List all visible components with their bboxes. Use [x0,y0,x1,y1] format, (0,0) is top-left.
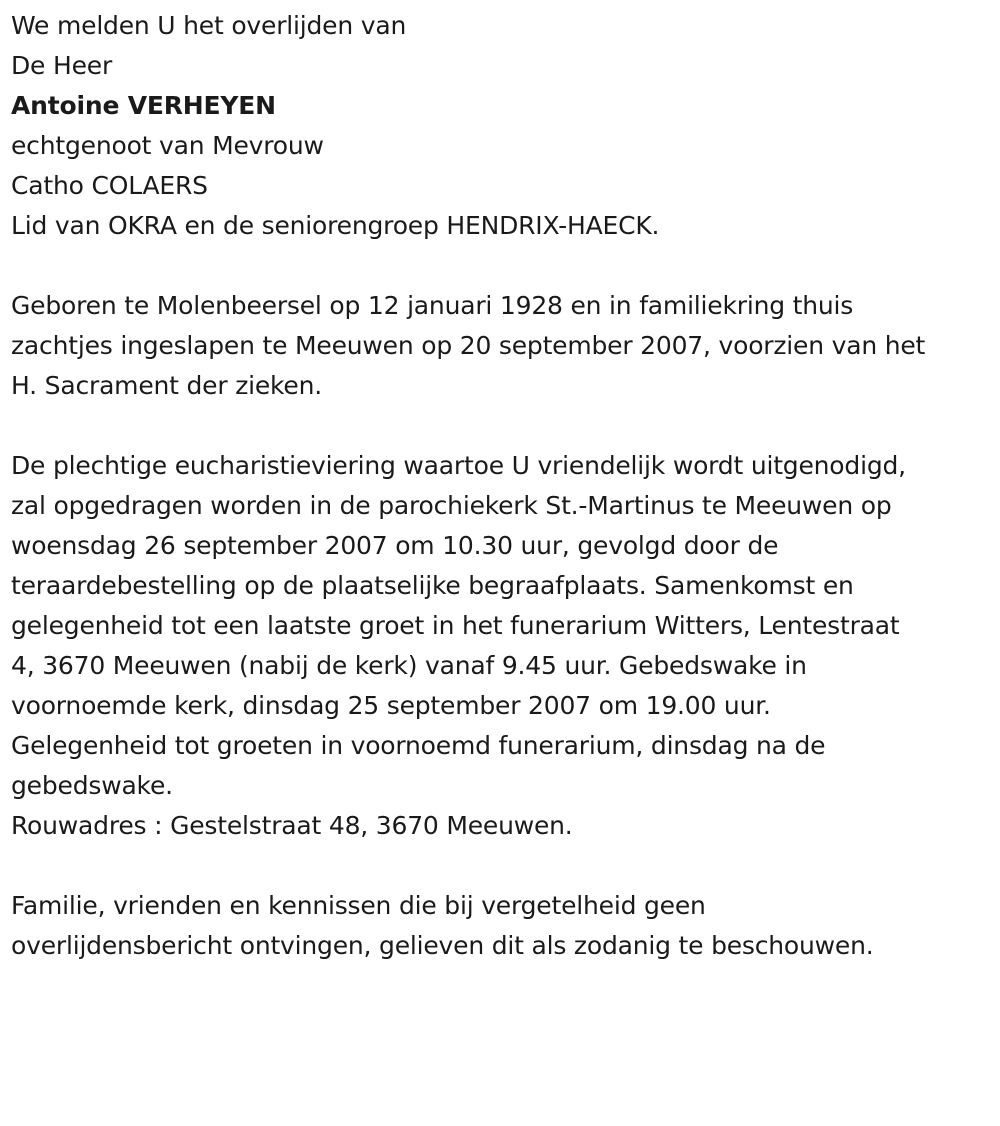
closing-paragraph [11,886,993,966]
deceased-name: Antoine VERHEYEN [11,91,276,120]
ceremony-paragraph [11,446,993,806]
ceremony-line: woensdag 26 september 2007 om 10.30 uur, gevolgd door de [11,531,779,560]
intro-text: We melden U het overlijden van [11,11,407,40]
ceremony-line: De plechtige eucharistieviering waartoe U vriendelijk wordt uitgenodigd, [11,451,906,480]
ceremony-line: Gelegenheid tot groeten in voornoemd funerarium, dinsdag na de [11,731,826,760]
birth-line: H. Sacrament der zieken. [11,371,322,400]
ceremony-line: 4, 3670 Meeuwen (nabij de kerk) vanaf 9.45 uur. Gebedswake in [11,651,807,680]
closing-line: overlijdensbericht ontvingen, gelieven dit als zodanig te beschouwen. [11,931,874,960]
ceremony-line: teraardebestelling op de plaatselijke begraafplaats. Samenkomst en [11,571,854,600]
membership-text: Lid van OKRA en de seniorengroep HENDRIX-HAECK. [11,211,660,240]
death-notice [11,0,993,966]
spouse-label: echtgenoot van Mevrouw [11,131,324,160]
ceremony-line: voornoemde kerk, dinsdag 25 september 2007 om 19.00 uur. [11,691,771,720]
mourning-address: Rouwadres : Gestelstraat 48, 3670 Meeuwen. [11,811,573,840]
honorific: De Heer [11,51,113,80]
birth-paragraph [11,286,993,406]
closing-line: Familie, vrienden en kennissen die bij vergetelheid geen [11,891,706,920]
ceremony-line: gelegenheid tot een laatste groet in het funerarium Witters, Lentestraat [11,611,900,640]
spouse-name: Catho COLAERS [11,171,208,200]
ceremony-line: zal opgedragen worden in de parochiekerk St.-Martinus te Meeuwen op [11,491,892,520]
ceremony-line: gebedswake. [11,771,173,800]
birth-line: zachtjes ingeslapen te Meeuwen op 20 september 2007, voorzien van het [11,331,926,360]
birth-line: Geboren te Molenbeersel op 12 januari 1928 en in familiekring thuis [11,291,854,320]
